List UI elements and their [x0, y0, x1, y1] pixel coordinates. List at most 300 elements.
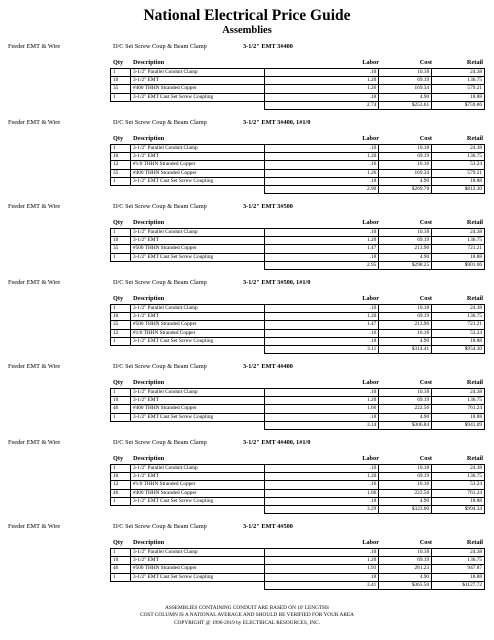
- column-description: Description: [133, 295, 165, 302]
- cell-cost: 222.56: [379, 405, 432, 413]
- cell-retail: 24.38: [432, 389, 485, 397]
- cell-labor: .18: [264, 413, 379, 421]
- cell-qty: 1: [111, 305, 131, 313]
- cell-blank: [130, 186, 264, 194]
- cell-blank: [111, 186, 131, 194]
- column-headers: [110, 294, 485, 303]
- cell-blank: [130, 421, 264, 429]
- cell-qty: 35: [111, 245, 131, 253]
- section-header: [8, 437, 488, 448]
- cell-description: 3-1/2" EMT Cast Set Screw Coupling: [130, 177, 264, 185]
- section-assembly-name: 3-1/2" EMT 4#400, 1#1/0: [243, 439, 311, 446]
- footer-line: ASSEMBLIES CONTAINING CONDUIT ARE BASED ON 10' LENGTHS: [165, 605, 329, 611]
- cell-description: 3-1/2" Parallel Conduit Clamp: [130, 305, 264, 313]
- cell-description: 3-1/2" EMT Cast Set Screw Coupling: [130, 253, 264, 261]
- cell-description: 3-1/2" EMT: [130, 313, 264, 321]
- column-qty: Qty: [113, 379, 124, 386]
- column-description: Description: [133, 455, 165, 462]
- assembly-table: [110, 68, 485, 110]
- cell-labor: 1.20: [264, 237, 379, 245]
- total-retail: $812.30: [432, 186, 485, 194]
- cell-retail: 53.24: [432, 329, 485, 337]
- cell-qty: 10: [111, 557, 131, 565]
- table-row: [111, 549, 485, 557]
- column-cost: Cost: [419, 135, 432, 142]
- section-category: Feeder EMT & Wire: [8, 523, 61, 530]
- cell-retail: 24.38: [432, 145, 485, 153]
- cell-description: #1/0 THHN Stranded Copper: [130, 329, 264, 337]
- column-labor: Labor: [362, 135, 379, 142]
- table-row: [111, 313, 485, 321]
- total-retail: $759.86: [432, 101, 485, 109]
- cell-description: 3-1/2" EMT: [130, 473, 264, 481]
- cell-description: 3-1/2" EMT: [130, 237, 264, 245]
- cell-qty: 10: [111, 397, 131, 405]
- cell-qty: 12: [111, 161, 131, 169]
- cell-qty: 1: [111, 93, 131, 101]
- table-row: [111, 473, 485, 481]
- page-title: National Electrical Price Guide: [143, 7, 351, 24]
- cell-labor: 1.93: [264, 565, 379, 573]
- cell-description: 3-1/2" EMT: [130, 77, 264, 85]
- cell-labor: .10: [264, 465, 379, 473]
- cell-cost: 169.34: [379, 85, 432, 93]
- total-row: [111, 421, 485, 429]
- total-cost: $298.25: [379, 261, 432, 269]
- cell-description: #400 THHN Stranded Copper: [130, 489, 264, 497]
- cell-qty: 35: [111, 169, 131, 177]
- cell-qty: 10: [111, 313, 131, 321]
- section-header: [8, 521, 488, 532]
- section-category: Feeder EMT & Wire: [8, 439, 61, 446]
- table-row: [111, 413, 485, 421]
- cell-blank: [111, 346, 131, 354]
- section-category: Feeder EMT & Wire: [8, 203, 61, 210]
- column-headers: [110, 134, 485, 143]
- total-cost: $365.50: [379, 581, 432, 589]
- cell-cost: 4.90: [379, 497, 432, 505]
- cell-description: 3-1/2" Parallel Conduit Clamp: [130, 389, 264, 397]
- cell-cost: 69.19: [379, 397, 432, 405]
- column-headers: [110, 538, 485, 547]
- section-category: Feeder EMT & Wire: [8, 119, 61, 126]
- assembly-table: [110, 464, 485, 514]
- cell-description: 3-1/2" EMT Cast Set Screw Coupling: [130, 413, 264, 421]
- cell-labor: 1.47: [264, 321, 379, 329]
- section-assembly-name: 3-1/2" EMT 3#500: [243, 203, 293, 210]
- cell-cost: 69.19: [379, 237, 432, 245]
- total-cost: $323.00: [379, 506, 432, 514]
- cell-retail: 18.88: [432, 93, 485, 101]
- cell-cost: 213.96: [379, 245, 432, 253]
- cell-labor: 1.20: [264, 77, 379, 85]
- assembly-section: [0, 361, 494, 428]
- section-header: [8, 201, 488, 212]
- table-row: [111, 229, 485, 237]
- cell-labor: 1.26: [264, 169, 379, 177]
- assembly-table: [110, 228, 485, 270]
- cell-description: #1/0 THHN Stranded Copper: [130, 481, 264, 489]
- cell-retail: 761.24: [432, 405, 485, 413]
- column-description: Description: [133, 379, 165, 386]
- section-method: D/C Set Screw Coup & Beam Clamp: [113, 43, 207, 50]
- cell-description: 3-1/2" Parallel Conduit Clamp: [130, 69, 264, 77]
- total-retail: $954.30: [432, 346, 485, 354]
- cell-retail: 136.75: [432, 153, 485, 161]
- total-row: [111, 506, 485, 514]
- section-assembly-name: 3-1/2" EMT 3#500, 1#1/0: [243, 279, 311, 286]
- table-row: [111, 177, 485, 185]
- table-row: [111, 145, 485, 153]
- cell-blank: [130, 261, 264, 269]
- total-row: [111, 261, 485, 269]
- cell-retail: 761.24: [432, 489, 485, 497]
- cell-labor: .18: [264, 177, 379, 185]
- total-row: [111, 346, 485, 354]
- cell-retail: 136.75: [432, 557, 485, 565]
- total-cost: $269.78: [379, 186, 432, 194]
- cell-retail: 24.38: [432, 305, 485, 313]
- cell-description: #400 THHN Stranded Copper: [130, 85, 264, 93]
- cell-blank: [111, 421, 131, 429]
- cell-labor: .18: [264, 93, 379, 101]
- cell-cost: 69.19: [379, 473, 432, 481]
- cell-labor: 1.66: [264, 489, 379, 497]
- cell-cost: 69.19: [379, 557, 432, 565]
- section-method: D/C Set Screw Coup & Beam Clamp: [113, 279, 207, 286]
- table-row: [111, 389, 485, 397]
- table-row: [111, 489, 485, 497]
- column-retail: Retail: [466, 455, 483, 462]
- cell-qty: 1: [111, 465, 131, 473]
- cell-description: #400 THHN Stranded Copper: [130, 169, 264, 177]
- column-retail: Retail: [466, 219, 483, 226]
- cell-labor: .18: [264, 573, 379, 581]
- cell-labor: 1.26: [264, 85, 379, 93]
- cell-cost: 169.34: [379, 169, 432, 177]
- column-headers: [110, 378, 485, 387]
- table-row: [111, 337, 485, 345]
- column-cost: Cost: [419, 379, 432, 386]
- total-labor: 3.14: [264, 421, 379, 429]
- cell-qty: 1: [111, 145, 131, 153]
- table-row: [111, 405, 485, 413]
- table-row: [111, 497, 485, 505]
- table-row: [111, 329, 485, 337]
- column-headers: [110, 454, 485, 463]
- cell-retail: 53.24: [432, 481, 485, 489]
- table-row: [111, 169, 485, 177]
- cell-blank: [130, 101, 264, 109]
- column-qty: Qty: [113, 135, 124, 142]
- section-header: [8, 361, 488, 372]
- column-cost: Cost: [419, 219, 432, 226]
- cell-cost: 16.16: [379, 161, 432, 169]
- table-row: [111, 85, 485, 93]
- section-category: Feeder EMT & Wire: [8, 43, 61, 50]
- cell-description: 3-1/2" EMT: [130, 153, 264, 161]
- table-row: [111, 77, 485, 85]
- cell-labor: .16: [264, 481, 379, 489]
- cell-labor: 1.20: [264, 473, 379, 481]
- column-description: Description: [133, 539, 165, 546]
- cell-qty: 46: [111, 405, 131, 413]
- cell-retail: 721.21: [432, 245, 485, 253]
- table-row: [111, 305, 485, 313]
- cell-description: 3-1/2" Parallel Conduit Clamp: [130, 229, 264, 237]
- column-qty: Qty: [113, 295, 124, 302]
- cell-labor: .16: [264, 161, 379, 169]
- footer-notes: [0, 605, 494, 627]
- cell-cost: 4.90: [379, 337, 432, 345]
- cell-blank: [130, 506, 264, 514]
- cell-description: #500 THHN Stranded Copper: [130, 321, 264, 329]
- total-labor: 2.95: [264, 261, 379, 269]
- cell-labor: .10: [264, 69, 379, 77]
- cell-cost: 281.23: [379, 565, 432, 573]
- cell-retail: 18.88: [432, 177, 485, 185]
- table-row: [111, 69, 485, 77]
- cell-retail: 136.75: [432, 473, 485, 481]
- cell-description: 3-1/2" EMT: [130, 557, 264, 565]
- cell-retail: 579.21: [432, 85, 485, 93]
- cell-description: #400 THHN Stranded Copper: [130, 405, 264, 413]
- cell-qty: 12: [111, 329, 131, 337]
- total-labor: 3.41: [264, 581, 379, 589]
- section-category: Feeder EMT & Wire: [8, 279, 61, 286]
- cell-retail: 18.88: [432, 253, 485, 261]
- total-retail: $941.09: [432, 421, 485, 429]
- section-assembly-name: 3-1/2" EMT 3#400: [243, 43, 293, 50]
- cell-blank: [111, 506, 131, 514]
- column-qty: Qty: [113, 539, 124, 546]
- section-method: D/C Set Screw Coup & Beam Clamp: [113, 439, 207, 446]
- cell-description: 3-1/2" Parallel Conduit Clamp: [130, 549, 264, 557]
- total-labor: 2.90: [264, 186, 379, 194]
- cell-blank: [111, 101, 131, 109]
- total-labor: 3.11: [264, 346, 379, 354]
- cell-blank: [111, 261, 131, 269]
- assembly-table: [110, 304, 485, 354]
- table-row: [111, 565, 485, 573]
- cell-cost: 10.18: [379, 305, 432, 313]
- cell-description: #1/0 THHN Stranded Copper: [130, 161, 264, 169]
- column-labor: Labor: [362, 295, 379, 302]
- cell-cost: 69.19: [379, 77, 432, 85]
- assembly-section: [0, 521, 494, 588]
- cell-qty: 1: [111, 573, 131, 581]
- cell-cost: 4.90: [379, 413, 432, 421]
- cell-labor: .10: [264, 229, 379, 237]
- assembly-table: [110, 144, 485, 194]
- cell-description: 3-1/2" EMT: [130, 397, 264, 405]
- column-headers: [110, 218, 485, 227]
- cell-retail: 947.87: [432, 565, 485, 573]
- cell-retail: 18.88: [432, 413, 485, 421]
- cell-qty: 46: [111, 565, 131, 573]
- column-cost: Cost: [419, 59, 432, 66]
- cell-labor: 1.20: [264, 557, 379, 565]
- cell-qty: 12: [111, 481, 131, 489]
- section-method: D/C Set Screw Coup & Beam Clamp: [113, 119, 207, 126]
- column-cost: Cost: [419, 539, 432, 546]
- cell-qty: 10: [111, 153, 131, 161]
- cell-labor: .18: [264, 497, 379, 505]
- total-retail: $1127.72: [432, 581, 485, 589]
- column-labor: Labor: [362, 219, 379, 226]
- cell-cost: 4.90: [379, 177, 432, 185]
- cell-retail: 136.75: [432, 313, 485, 321]
- assembly-section: [0, 437, 494, 512]
- cell-labor: 1.20: [264, 397, 379, 405]
- total-retail: $901.06: [432, 261, 485, 269]
- cell-retail: 579.21: [432, 169, 485, 177]
- cell-description: #500 THHN Stranded Copper: [130, 245, 264, 253]
- column-retail: Retail: [466, 135, 483, 142]
- cell-labor: 1.20: [264, 313, 379, 321]
- cell-qty: 35: [111, 85, 131, 93]
- cell-qty: 46: [111, 489, 131, 497]
- cell-retail: 721.21: [432, 321, 485, 329]
- cell-retail: 136.75: [432, 397, 485, 405]
- cell-labor: 1.20: [264, 153, 379, 161]
- column-qty: Qty: [113, 59, 124, 66]
- total-retail: $994.34: [432, 506, 485, 514]
- cell-retail: 18.88: [432, 497, 485, 505]
- column-description: Description: [133, 219, 165, 226]
- table-row: [111, 465, 485, 473]
- section-assembly-name: 3-1/2" EMT 3#400, 1#1/0: [243, 119, 311, 126]
- cell-cost: 16.16: [379, 329, 432, 337]
- total-cost: $253.61: [379, 101, 432, 109]
- cell-labor: .10: [264, 389, 379, 397]
- cell-retail: 24.38: [432, 69, 485, 77]
- total-row: [111, 101, 485, 109]
- cell-description: 3-1/2" EMT Cast Set Screw Coupling: [130, 337, 264, 345]
- cell-cost: 10.18: [379, 69, 432, 77]
- cell-cost: 4.90: [379, 253, 432, 261]
- cell-blank: [130, 346, 264, 354]
- cell-description: 3-1/2" Parallel Conduit Clamp: [130, 145, 264, 153]
- column-cost: Cost: [419, 455, 432, 462]
- cell-qty: 1: [111, 389, 131, 397]
- cell-qty: 1: [111, 177, 131, 185]
- column-qty: Qty: [113, 219, 124, 226]
- cell-labor: 1.47: [264, 245, 379, 253]
- column-labor: Labor: [362, 379, 379, 386]
- cell-cost: 10.18: [379, 229, 432, 237]
- cell-blank: [130, 581, 264, 589]
- column-retail: Retail: [466, 59, 483, 66]
- cell-labor: .18: [264, 337, 379, 345]
- cell-cost: 69.19: [379, 313, 432, 321]
- table-row: [111, 245, 485, 253]
- footer-line: COST COLUMN IS A NATIONAL AVERAGE AND SHOULD BE VERIFIED FOR YOUR AREA: [140, 612, 354, 619]
- cell-blank: [111, 581, 131, 589]
- cell-retail: 24.38: [432, 549, 485, 557]
- cell-cost: 4.90: [379, 573, 432, 581]
- column-retail: Retail: [466, 295, 483, 302]
- cell-labor: .16: [264, 329, 379, 337]
- page-subtitle: Assemblies: [222, 25, 272, 36]
- table-row: [111, 161, 485, 169]
- total-labor: 3.29: [264, 506, 379, 514]
- cell-qty: 1: [111, 253, 131, 261]
- table-row: [111, 481, 485, 489]
- cell-retail: 53.24: [432, 161, 485, 169]
- cell-cost: 222.56: [379, 489, 432, 497]
- cell-retail: 24.38: [432, 465, 485, 473]
- cell-qty: 10: [111, 473, 131, 481]
- section-method: D/C Set Screw Coup & Beam Clamp: [113, 203, 207, 210]
- assembly-table: [110, 548, 485, 590]
- table-row: [111, 93, 485, 101]
- table-row: [111, 557, 485, 565]
- section-assembly-name: 3-1/2" EMT 4#500: [243, 523, 293, 530]
- section-header: [8, 41, 488, 52]
- cell-qty: 10: [111, 237, 131, 245]
- cell-description: 3-1/2" EMT Cast Set Screw Coupling: [130, 573, 264, 581]
- section-header: [8, 117, 488, 128]
- table-row: [111, 321, 485, 329]
- cell-cost: 4.90: [379, 93, 432, 101]
- cell-qty: 1: [111, 549, 131, 557]
- cell-cost: 213.96: [379, 321, 432, 329]
- section-method: D/C Set Screw Coup & Beam Clamp: [113, 363, 207, 370]
- cell-labor: .10: [264, 305, 379, 313]
- total-row: [111, 186, 485, 194]
- cell-cost: 16.16: [379, 481, 432, 489]
- footer-line: COPYRIGHT @ 1996-2019 by ELECTRICAL RESOURCES, INC.: [174, 619, 320, 626]
- assembly-section: [0, 117, 494, 192]
- total-row: [111, 581, 485, 589]
- cell-cost: 10.18: [379, 145, 432, 153]
- cell-qty: 1: [111, 497, 131, 505]
- cell-cost: 10.18: [379, 549, 432, 557]
- cell-qty: 1: [111, 337, 131, 345]
- column-description: Description: [133, 59, 165, 66]
- column-retail: Retail: [466, 379, 483, 386]
- cell-qty: 1: [111, 229, 131, 237]
- table-row: [111, 397, 485, 405]
- column-headers: [110, 58, 485, 67]
- total-labor: 2.74: [264, 101, 379, 109]
- total-cost: $306.84: [379, 421, 432, 429]
- cell-cost: 10.18: [379, 389, 432, 397]
- cell-retail: 24.38: [432, 229, 485, 237]
- column-retail: Retail: [466, 539, 483, 546]
- section-header: [8, 277, 488, 288]
- cell-labor: .10: [264, 145, 379, 153]
- section-category: Feeder EMT & Wire: [8, 363, 61, 370]
- table-row: [111, 253, 485, 261]
- assembly-section: [0, 201, 494, 268]
- cell-qty: 10: [111, 77, 131, 85]
- column-labor: Labor: [362, 59, 379, 66]
- cell-labor: .10: [264, 549, 379, 557]
- cell-cost: 10.18: [379, 465, 432, 473]
- cell-labor: .18: [264, 253, 379, 261]
- cell-retail: 136.75: [432, 77, 485, 85]
- column-labor: Labor: [362, 455, 379, 462]
- assembly-table: [110, 388, 485, 430]
- table-row: [111, 237, 485, 245]
- cell-description: #500 THHN Stranded Copper: [130, 565, 264, 573]
- table-row: [111, 573, 485, 581]
- section-assembly-name: 3-1/2" EMT 4#400: [243, 363, 293, 370]
- column-qty: Qty: [113, 455, 124, 462]
- cell-retail: 136.75: [432, 237, 485, 245]
